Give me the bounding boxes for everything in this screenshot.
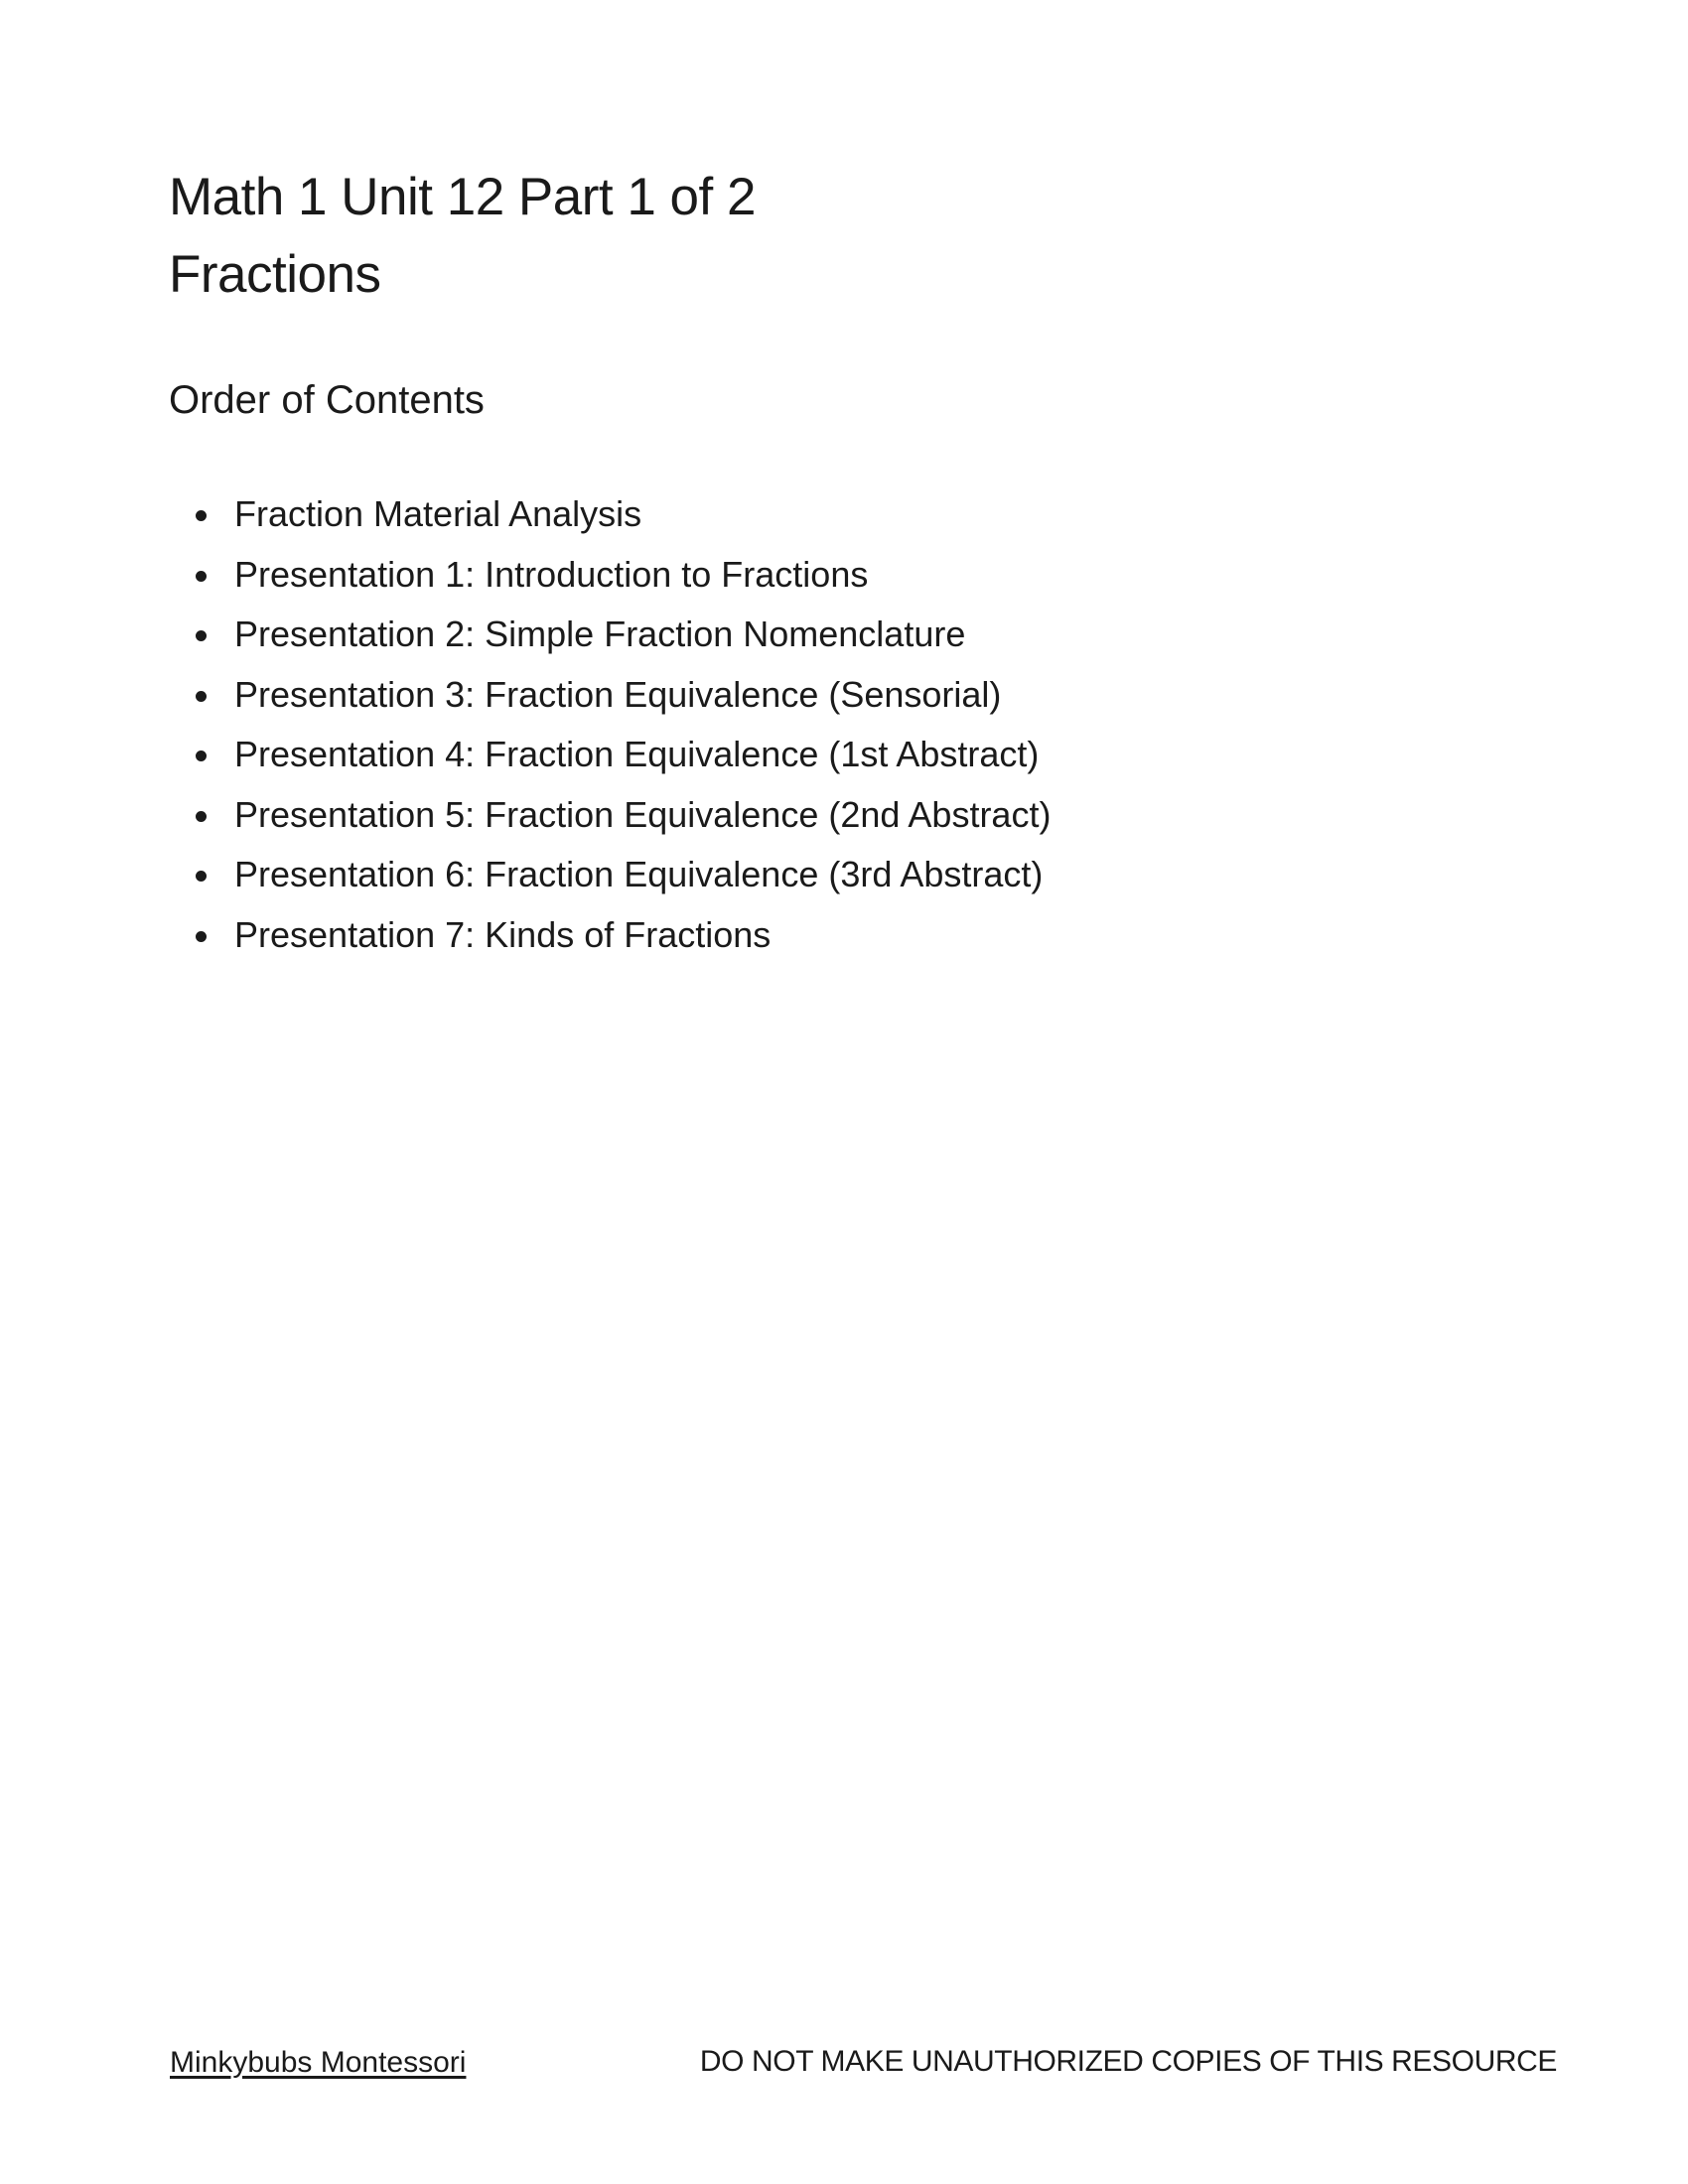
list-item-label: Presentation 2: Simple Fraction Nomenclature <box>234 614 966 654</box>
bullet-icon <box>196 571 207 582</box>
list-item <box>169 845 1460 905</box>
bullet-icon <box>196 871 207 882</box>
bullet-icon <box>196 691 207 702</box>
footer-brand-link[interactable]: Minkybubs Montessori <box>170 2046 467 2079</box>
page-title: Math 1 Unit 12 Part 1 of 2 <box>169 168 756 226</box>
list-item <box>169 725 1460 785</box>
list-item-label: Presentation 6: Fraction Equivalence (3rd Abstract) <box>234 854 1044 894</box>
list-item <box>169 905 1460 966</box>
bullet-icon <box>196 751 207 761</box>
list-item <box>169 665 1460 726</box>
page-subtitle: Fractions <box>169 245 381 304</box>
copyright-notice: DO NOT MAKE UNAUTHORIZED COPIES OF THIS RESOURCE <box>699 2045 1557 2078</box>
list-item-label: Presentation 4: Fraction Equivalence (1st Abstract) <box>234 734 1040 774</box>
bullet-icon <box>196 811 207 822</box>
list-item <box>169 605 1460 665</box>
title-block <box>169 159 1360 314</box>
list-item <box>169 484 1460 545</box>
bullet-icon <box>196 510 207 521</box>
list-item-label: Presentation 3: Fraction Equivalence (Sensorial) <box>234 673 1002 715</box>
contents-heading: Order of Contents <box>169 378 485 422</box>
list-item-label: Presentation 5: Fraction Equivalence (2nd Abstract) <box>234 793 1052 835</box>
list-item-label: Presentation 1: Introduction to Fractions <box>234 553 869 595</box>
bullet-icon <box>196 630 207 641</box>
list-item <box>169 545 1460 606</box>
list-item-label: Presentation 7: Kinds of Fractions <box>234 913 772 955</box>
contents-list <box>169 484 1460 965</box>
list-item <box>169 785 1460 846</box>
list-item-label: Fraction Material Analysis <box>234 493 642 534</box>
bullet-icon <box>196 931 207 942</box>
